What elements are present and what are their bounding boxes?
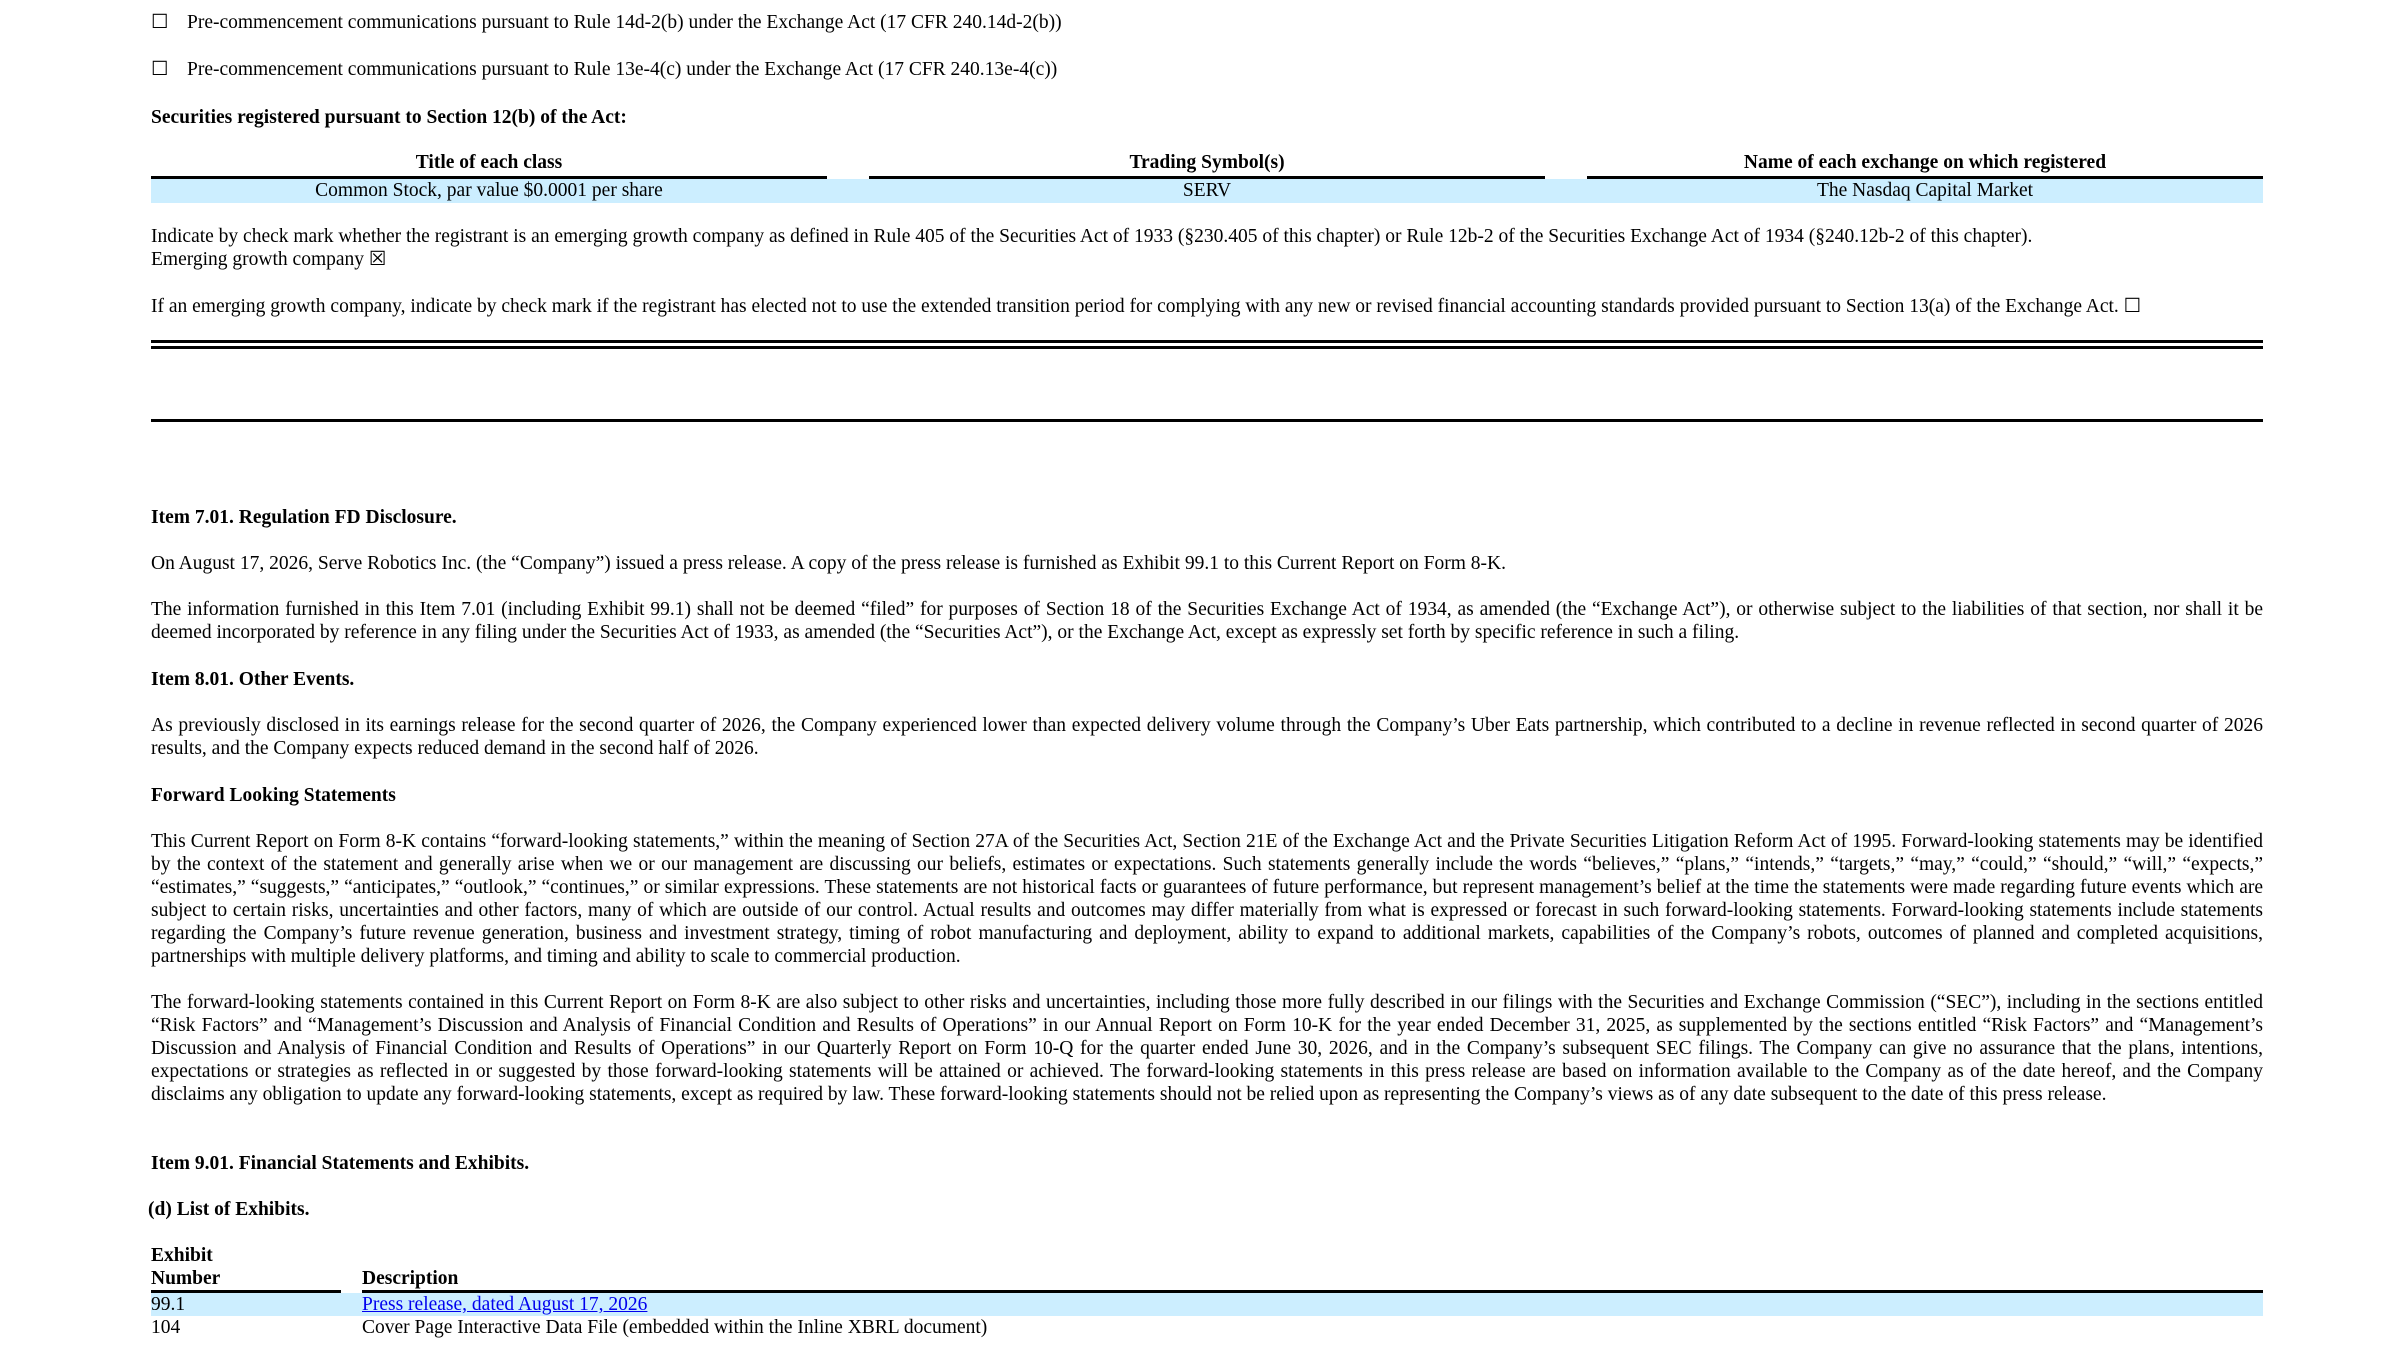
exhibits-table-header [151, 1244, 2263, 1293]
exhibit-number: 99.1 [151, 1294, 186, 1315]
double-divider [151, 340, 2263, 349]
checkbox-label: Pre-commencement communications pursuant to Rule 14d-2(b) under the Exchange Act (17 CFR 240.14d-2(b)) [187, 12, 1062, 33]
emerging-growth-company-line: Emerging growth company ☒ [151, 249, 387, 270]
exhibit-description [362, 1293, 2263, 1316]
item-901-heading: Item 9.01. Financial Statements and Exhibits. [151, 1153, 530, 1174]
fls-heading: Forward Looking Statements [151, 785, 396, 806]
table-row [151, 1293, 2263, 1316]
checkbox-line-13e4c [151, 58, 2263, 81]
checkbox-icon[interactable]: ☐ [151, 59, 169, 80]
cell-class-title: Common Stock, par value $0.0001 per share [315, 180, 663, 201]
header-exchange-name: Name of each exchange on which registered [1587, 151, 2263, 179]
header-exhibit-line: Exhibit [151, 1245, 213, 1266]
emerging-growth-text: Indicate by check mark whether the registrant is an emerging growth company as defined in Rule 405 of the Securities Act of 1933 (§230.405 of this chapter) or Rule 12b-2 of the Securities Exchange Act of 1934 (§240.12b-2 of this chapter). [151, 226, 2033, 247]
item-701-paragraph-2: The information furnished in this Item 7.01 (including Exhibit 99.1) shall not be deemed “filed” for purposes of Section 18 of the Securities Exchange Act of 1934, as amended (the “Exchange Act”), or otherwise subject to the liabilities of that section, nor shall it be deemed incorporated by reference in any filing under the Securities Act of 1933, as amended (the “Securities Act”), or the Exchange Act, except as expressly set forth by specific reference in such a filing. [151, 599, 2263, 643]
header-number-line: Number [151, 1268, 221, 1289]
item-701-heading: Item 7.01. Regulation FD Disclosure. [151, 507, 457, 528]
cell-exchange: The Nasdaq Capital Market [1816, 180, 2034, 201]
header-title-of-class: Title of each class [151, 151, 827, 179]
checkbox-label: Pre-commencement communications pursuant to Rule 13e-4(c) under the Exchange Act (17 CFR 240.13e-4(c)) [187, 59, 1058, 80]
fls-paragraph-2: The forward-looking statements contained in this Current Report on Form 8-K are also subject to other risks and uncertainties, including those more fully described in our filings with the Securities and Exchange Commission (“SEC”), including in the sections entitled “Risk Factors” and “Management’s Discussion and Analysis of Financial Condition and Results of Operations” in our Annual Report on Form 10-K for the year ended December 31, 2025, as supplemented by the sections entitled “Risk Factors” and “Management’s Discussion and Analysis of Financial Condition and Results of Operations” in our Quarterly Report on Form 10-Q for the quarter ended June 30, 2026, and in the Company’s subsequent SEC filings. The Company can give no assurance that the plans, intentions, expectations or strategies as reflected in or suggested by those forward-looking statements will be attained or achieved. The forward-looking statements in this press release are based on information available to the Company as of the date hereof, and the Company disclaims any obligation to update any forward-looking statements, except as required by law. These forward-looking statements should not be relied upon as representing the Company’s views as of any date subsequent to the date of this press release. [151, 992, 2263, 1105]
exhibit-description: Cover Page Interactive Data File (embedded within the Inline XBRL document) [362, 1317, 988, 1338]
cell-trading-symbol: SERV [1182, 180, 1232, 201]
checkbox-icon[interactable]: ☐ [151, 12, 169, 33]
securities-table-header [151, 151, 2263, 179]
fls-paragraph-1: This Current Report on Form 8-K contains “forward-looking statements,” within the meaning of Section 27A of the Securities Act, Section 21E of the Exchange Act and the Private Securities Litigation Reform Act of 1995. Forward-looking statements may be identified by the context of the statement and generally arise when we or our management are discussing our beliefs, estimates or expectations. Such statements generally include the words “believes,” “plans,” “intends,” “targets,” “may,” “could,” “should,” “will,” “expects,” “estimates,” “suggests,” “anticipates,” “outlook,” “continues,” or similar expressions. These statements are not historical facts or guarantees of future performance, but represent management’s belief at the time the statements were made regarding future events which are subject to certain risks, uncertainties and other factors, many of which are outside of our control. Actual results and outcomes may differ materially from what is expressed or forecast in such forward-looking statements. Forward-looking statements include statements regarding the Company’s future revenue generation, business and investment strategy, timing of robot manufacturing and deployment, ability to expand to additional markets, capabilities of the Company’s robots, outcomes of planned and completed acquisitions, partnerships with multiple delivery platforms, and timing and ability to scale to commercial production. [151, 831, 2263, 967]
securities-table [151, 151, 2263, 203]
header-trading-symbol: Trading Symbol(s) [869, 151, 1545, 179]
item-801-paragraph: As previously disclosed in its earnings release for the second quarter of 2026, the Company experienced lower than expected delivery volume through the Company’s Uber Eats partnership, which contributed to a decline in revenue reflected in second quarter of 2026 results, and the Company expects reduced demand in the second half of 2026. [151, 715, 2263, 759]
table-row [151, 179, 2263, 203]
item-801-heading: Item 8.01. Other Events. [151, 669, 355, 690]
item-701-paragraph-1: On August 17, 2026, Serve Robotics Inc. (the “Company”) issued a press release. A copy of the press release is furnished as Exhibit 99.1 to this Current Report on Form 8-K. [151, 553, 1507, 574]
header-exhibit-number [151, 1244, 341, 1293]
exhibits-subheading: (d) List of Exhibits. [148, 1199, 310, 1220]
exhibits-table [151, 1244, 2263, 1339]
securities-heading: Securities registered pursuant to Section 12(b) of the Act: [151, 107, 627, 128]
table-row [151, 1316, 2263, 1339]
press-release-link[interactable]: Press release, dated August 17, 2026 [362, 1294, 648, 1315]
exhibit-number: 104 [151, 1317, 181, 1338]
divider [151, 419, 2263, 422]
checkbox-line-14d2b [151, 11, 2263, 34]
header-description: Description [362, 1267, 2263, 1293]
transition-period-text: If an emerging growth company, indicate by check mark if the registrant has elected not to use the extended transition period for complying with any new or revised financial accounting standards provided pursuant to Section 13(a) of the Exchange Act. ☐ [151, 296, 2142, 317]
